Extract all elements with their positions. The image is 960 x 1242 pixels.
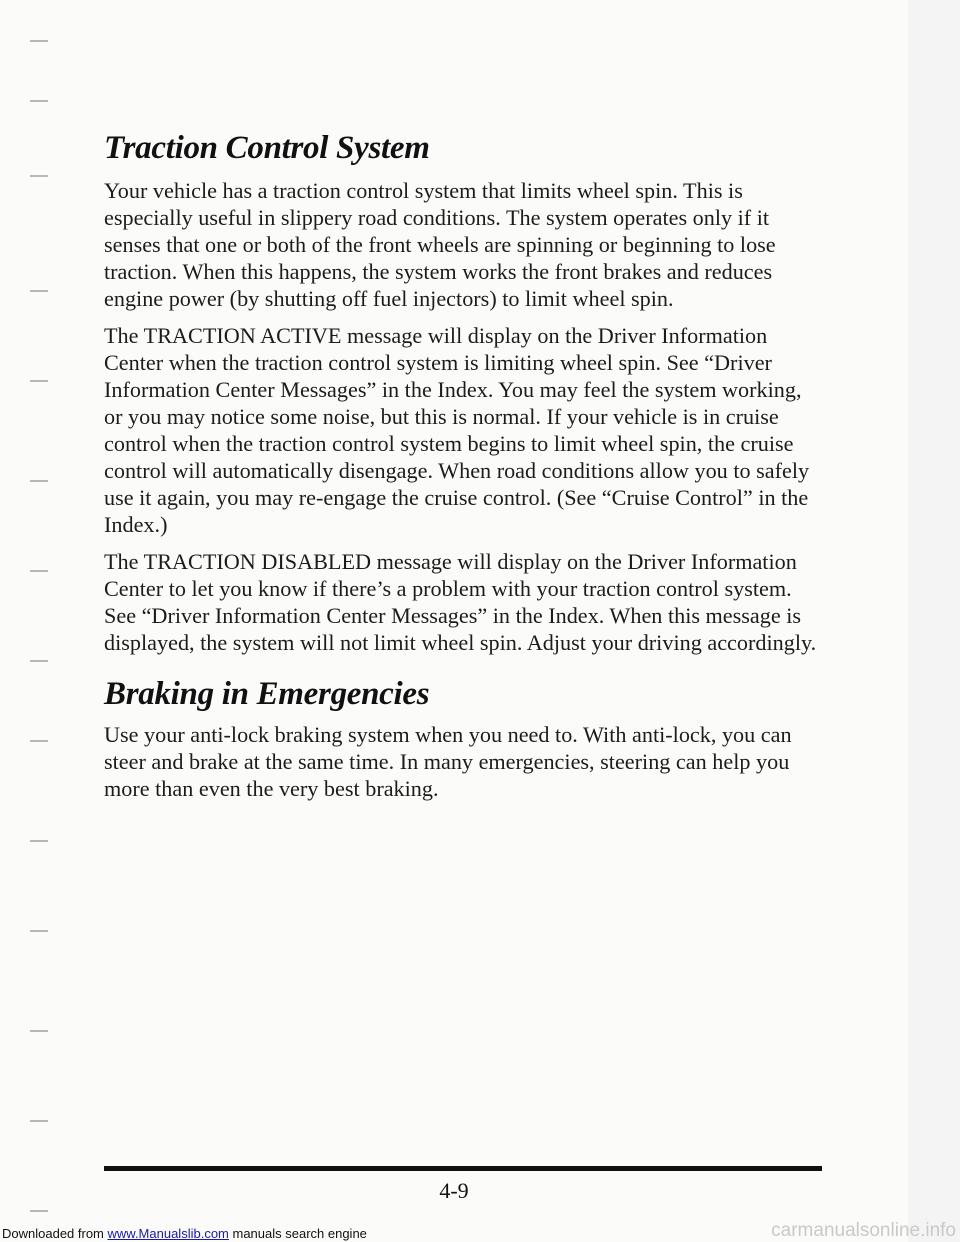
paragraph: Use your anti-lock braking system when you need to. With anti-lock, you can steer and brake at the same time. In many emergencies, steering can help you more than even the very best braking. bbox=[104, 722, 792, 801]
section-heading: Braking in Emergencies bbox=[104, 676, 430, 712]
page-content bbox=[104, 130, 824, 812]
margin-tick bbox=[30, 1030, 48, 1032]
margin-tick bbox=[30, 740, 48, 742]
margin-tick bbox=[30, 175, 48, 177]
margin-tick bbox=[30, 40, 48, 42]
paragraph: The TRACTION ACTIVE message will display on the Driver Information Center when the traction control system is limiting wheel spin. See “Driver Information Center Messages” in the Index. You may feel the system working, or you may notice some noise, but this is normal. If your vehicle is in cruise control when the traction control system begins to limit wheel spin, the cruise control will automatically disengage. When road conditions allow you to safely use it again, you may re-engage the cruise control. (See “Cruise Control” in the Index.) bbox=[104, 323, 810, 537]
margin-tick bbox=[30, 840, 48, 842]
margin-tick bbox=[30, 100, 48, 102]
footer-prefix: Downloaded from bbox=[2, 1226, 108, 1241]
manualslib-link[interactable]: www.Manualslib.com bbox=[107, 1226, 229, 1241]
margin-tick bbox=[30, 1210, 48, 1212]
section-braking-emergencies bbox=[104, 676, 824, 802]
download-source-footer bbox=[2, 1226, 367, 1241]
margin-tick bbox=[30, 1120, 48, 1122]
paragraph: The TRACTION DISABLED message will display on the Driver Information Center to let you know if there’s a problem with your traction control system. See “Driver Information Center Messages” in the Index. When this message is displayed, the system will not limit wheel spin. Adjust your driving accordingly. bbox=[104, 549, 817, 655]
margin-tick bbox=[30, 480, 48, 482]
margin-tick bbox=[30, 930, 48, 932]
page-edge-strip bbox=[908, 0, 960, 1242]
paragraph: Your vehicle has a traction control system that limits wheel spin. This is especially useful in slippery road conditions. The system operates only if it senses that one or both of the front wheels are spinning or beginning to lose traction. When this happens, the system works the front brakes and reduces engine power (by shutting off fuel injectors) to limit wheel spin. bbox=[104, 178, 776, 311]
section-heading: Traction Control System bbox=[104, 130, 430, 166]
margin-tick bbox=[30, 570, 48, 572]
margin-tick bbox=[30, 660, 48, 662]
footer-suffix: manuals search engine bbox=[228, 1226, 367, 1241]
page-number: 4-9 bbox=[439, 1178, 469, 1203]
margin-tick bbox=[30, 290, 48, 292]
margin-tick bbox=[30, 380, 48, 382]
section-traction-control bbox=[104, 130, 824, 656]
footer-rule bbox=[104, 1166, 822, 1171]
watermark-text: carmanualsonline.info bbox=[771, 1220, 956, 1241]
